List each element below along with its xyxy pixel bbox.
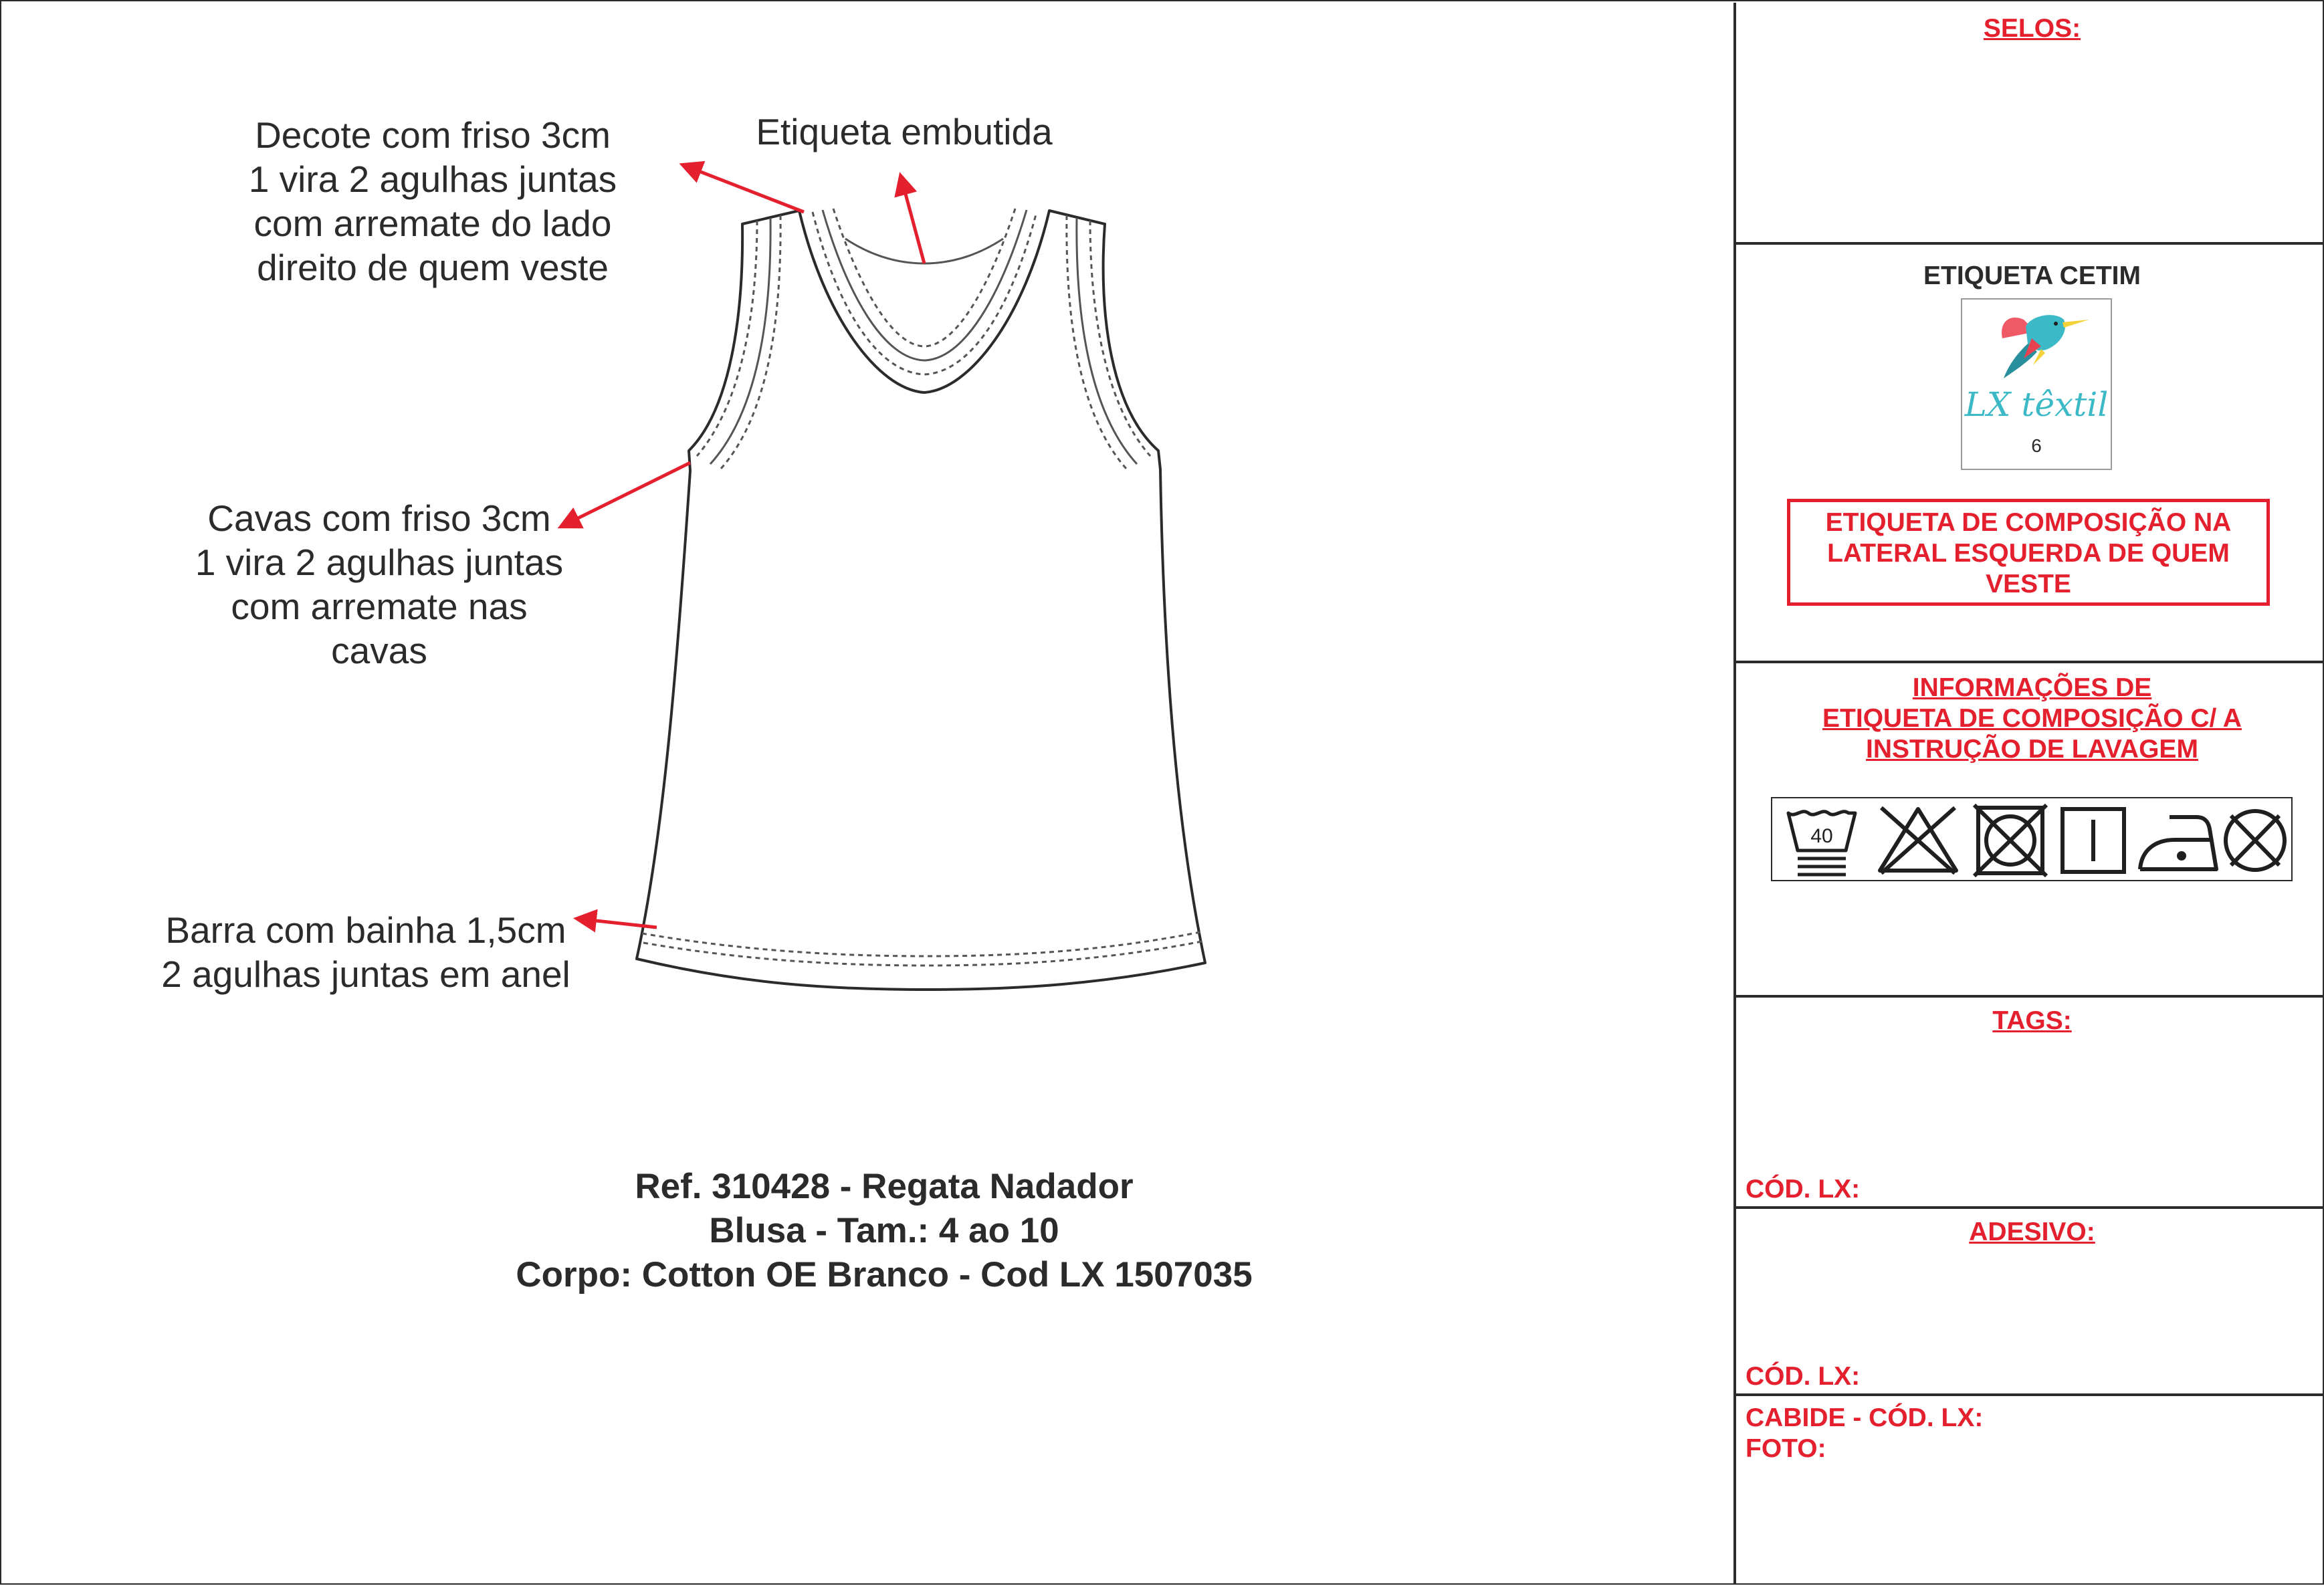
brand-label [1961,298,2112,470]
cavas-line-3: com arremate nas [231,586,528,627]
barra-annotation [142,908,590,996]
product-fabric: Corpo: Cotton OE Branco - Cod LX 1507035 [516,1255,1253,1294]
wash-40-icon [1782,804,1862,877]
decote-line-1: Decote com friso 3cm [255,114,611,156]
no-bleach-icon [1871,804,1965,877]
composition-notice-line-2: LATERAL ESQUERDA DE QUEM [1827,539,2230,568]
selos-heading: SELOS: [1983,14,2081,43]
label-size-value: 6 [2031,435,2042,456]
adesivo-cod-label: CÓD. LX: [1746,1362,1861,1391]
cavas-line-1: Cavas com friso 3cm [207,497,551,539]
decote-line-2: 1 vira 2 agulhas juntas [248,158,617,200]
no-tumble-dry-icon [1970,804,2050,877]
section-selos [1736,3,2324,245]
composition-notice-line-3: VESTE [1986,570,2071,598]
care-symbols-strip [1771,797,2293,881]
section-tags [1736,998,2324,1209]
section-adesivo [1736,1209,2324,1396]
informacoes-heading [1736,673,2324,765]
no-dry-clean-icon [2215,804,2295,877]
informacoes-heading-line-1: INFORMAÇÕES DE [1912,673,2152,702]
tags-heading: TAGS: [1992,1006,2072,1035]
tank-top-outline [637,211,1205,990]
section-cabide [1736,1396,2324,1585]
tags-cod-label: CÓD. LX: [1746,1175,1861,1204]
barra-line-2: 2 agulhas juntas em anel [161,953,570,995]
informacoes-heading-line-2: ETIQUETA DE COMPOSIÇÃO C/ A [1822,704,2242,733]
barra-line-1: Barra com bainha 1,5cm [165,909,566,951]
etiqueta-arrow [901,177,924,263]
artwork-area [1,1,1735,1586]
iron-low-icon [2135,804,2222,877]
product-title [376,1165,1392,1297]
hummingbird-icon [1962,300,2111,386]
informacoes-heading-line-3: INSTRUÇÃO DE LAVAGEM [1866,735,2198,764]
section-etiqueta-cetim [1736,245,2324,663]
spec-panel [1733,3,2324,1585]
composition-notice-line-1: ETIQUETA DE COMPOSIÇÃO NA [1825,508,2232,537]
etiqueta-annotation [737,110,1071,154]
etiqueta-line-1: Etiqueta embutida [756,111,1053,152]
brand-logo-text: LX têxtil [1964,385,2109,424]
cabide-cod-label: CABIDE - CÓD. LX: [1746,1403,1984,1432]
wash-temp-label: 40 [1810,825,1833,847]
cavas-annotation [175,496,583,673]
decote-line-3: com arremate do lado [253,203,612,244]
cavas-line-4: cavas [331,630,427,671]
foto-label: FOTO: [1746,1434,1826,1463]
product-size: Blusa - Tam.: 4 ao 10 [709,1211,1059,1250]
decote-arrow [683,165,804,212]
composition-notice-box [1787,499,2270,606]
product-ref: Ref. 310428 - Regata Nadador [635,1167,1134,1206]
etiqueta-cetim-heading: ETIQUETA CETIM [1923,261,2141,290]
adesivo-heading: ADESIVO: [1969,1218,2095,1246]
decote-line-4: direito de quem veste [257,247,609,288]
cavas-line-2: 1 vira 2 agulhas juntas [195,542,564,583]
decote-annotation [229,113,637,290]
line-dry-icon [2053,804,2133,877]
section-informacoes [1736,663,2324,998]
